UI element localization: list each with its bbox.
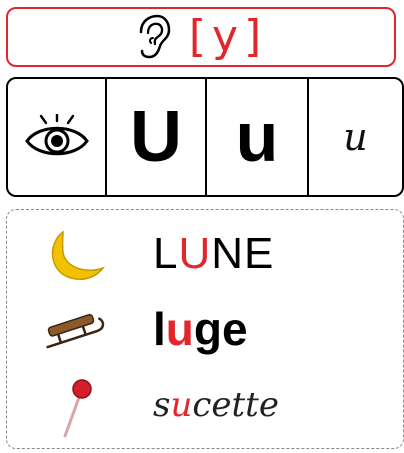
uppercase-cell <box>105 79 205 195</box>
word-row-sucette <box>7 370 403 440</box>
sound-box <box>6 7 396 67</box>
lowercase-cell <box>205 79 307 195</box>
word-row-luge <box>7 294 403 364</box>
word-lune-after: NE <box>211 229 275 278</box>
lollipop-icon <box>55 376 95 440</box>
word-lune-before: L <box>153 229 179 278</box>
eye-icon <box>24 114 90 160</box>
word-row-lune <box>7 218 403 288</box>
word-luge-highlight: u <box>165 303 194 355</box>
word-lune-highlight: U <box>178 229 212 278</box>
word-sucette <box>153 385 279 425</box>
cursive-cell <box>307 79 402 195</box>
sound-label: [y] <box>188 11 268 62</box>
lowercase-letter: u <box>235 98 279 176</box>
cursive-letter: u <box>343 115 368 159</box>
ear-icon <box>135 14 171 60</box>
word-lune <box>153 229 275 278</box>
word-luge-after: ge <box>193 303 248 355</box>
word-luge <box>153 303 248 355</box>
uppercase-letter: U <box>130 97 182 177</box>
word-examples <box>6 209 404 449</box>
sled-icon <box>39 306 109 350</box>
eye-cell <box>8 79 105 195</box>
letter-forms <box>6 77 404 197</box>
word-sucette-after: cette <box>192 385 279 425</box>
word-sucette-before: s <box>153 385 171 425</box>
word-luge-before: l <box>153 303 166 355</box>
moon-icon <box>41 228 105 284</box>
word-sucette-highlight: u <box>170 385 193 425</box>
